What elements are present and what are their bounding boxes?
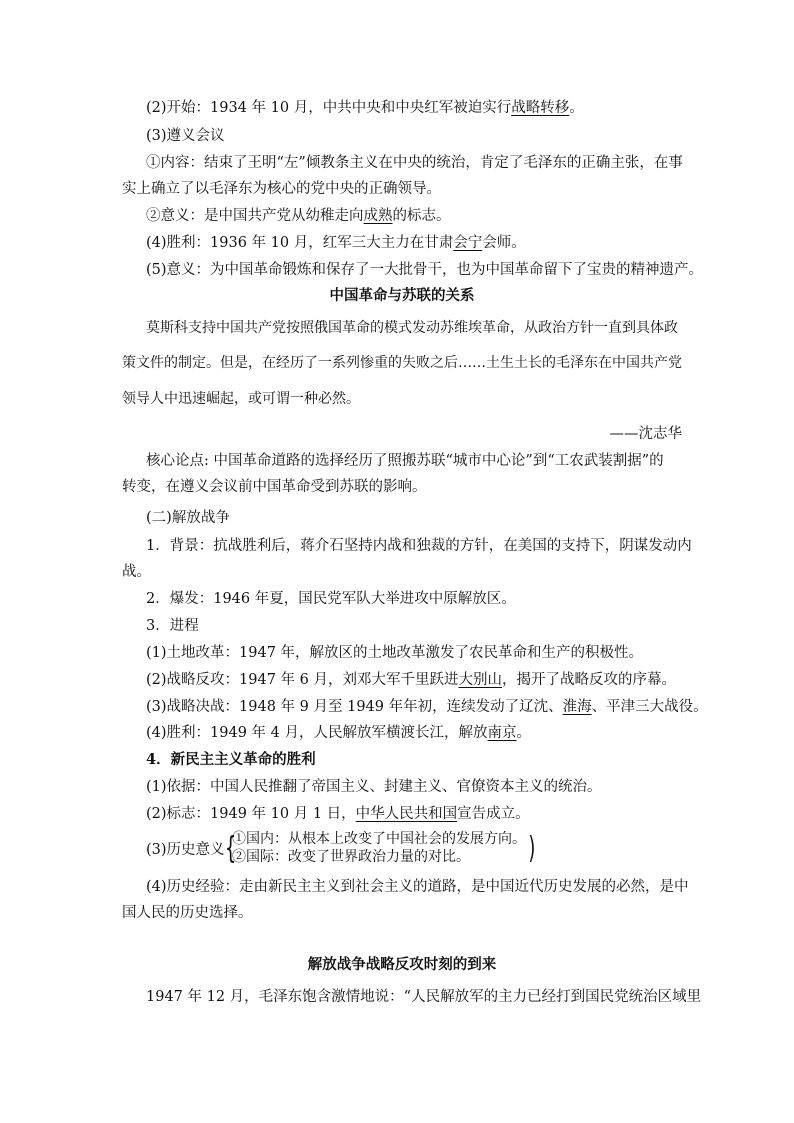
right-paren-icon: ) [528,831,536,866]
zunyi-meaning: ②意义：是中国共产党从幼稚走向成熟的标志。 [146,208,451,224]
land-reform-line: (1)土地改革：1947 年，解放区的土地改革激发了农民革命和生产的积极性。 [146,645,644,661]
quote-author: ——沈志华 [609,426,682,442]
quote-line-3: 领导人中迅速崛起，或可谓一种必然。 [122,391,360,407]
box-title-counteroffensive: 解放战争战略反攻时刻的到来 [307,956,497,973]
experience-line-2: 国人民的历史选择。 [122,905,253,921]
key-term: 淮海 [562,699,592,715]
zunyi-title: (3)遵义会议 [146,128,225,144]
key-term: 南京 [487,725,517,741]
key-term: 成熟 [363,208,393,224]
experience-line-1: (4)历史经验：走由新民主主义到社会主义的道路，是中国近代历史发展的必然，是中 [146,879,689,895]
zunyi-content-line-1: ①内容：结束了王明“左”倾教条主义在中央的统治，肯定了毛泽东的正确主张，在事 [146,155,683,171]
key-term: 会宁 [453,235,483,251]
outbreak-line: 2．爆发：1946 年夏，国民党军队大举进攻中原解放区。 [146,591,516,607]
start-line: (2)开始：1934 年 10 月，中共中央和中央红军被迫实行战略转移。 [146,100,584,116]
counteroffensive-line: (2)战略反攻：1947 年 6 月，刘邓大军千里跃进大别山，揭开了战略反攻的序幕。 [146,672,676,688]
victory-line: (4)胜利：1936 年 10 月，红军三大主力在甘肃会宁会师。 [146,235,526,251]
mao-quote-line: 1947 年 12 月，毛泽东饱含激情地说：“人民解放军的主力已经打到国民党统治区域里 [146,989,702,1005]
key-term: 战略转移 [511,100,570,116]
liberation-war-title: (二)解放战争 [146,510,230,526]
box-title-relations: 中国革命与苏联的关系 [329,287,475,304]
left-brace-icon: { [224,831,237,866]
background-line-2: 战。 [122,564,151,580]
key-term: 中华人民共和国 [355,806,458,822]
quote-line-2: 策文件的制定。但是，在经历了一系列惨重的失败之后……土生土长的毛泽东在中国共产党 [122,355,682,371]
historical-significance-group [146,829,566,869]
sign-line: (2)标志：1949 年 10 月 1 日，中华人民共和国宣告成立。 [146,806,530,822]
background-line-1: 1．背景：抗战胜利后，蒋介石坚持内战和独裁的方针，在美国的支持下，阴谋发动内 [146,538,692,554]
domestic-significance: ①国内：从根本上改变了中国社会的发展方向。 [232,831,526,847]
significance-line: (5)意义：为中国革命锻炼和保存了一大批骨干，也为中国革命留下了宝贵的精神遗产。 [146,262,704,278]
war-victory-line: (4)胜利：1949 年 4 月，人民解放军横渡长江，解放南京。 [146,725,531,741]
core-point-line-2: 转变，在遵义会议前中国革命受到苏联的影响。 [122,479,427,495]
international-significance: ②国际：改变了世界政治力量的对比。 [232,849,470,865]
basis-line: (1)依据：中国人民推翻了帝国主义、封建主义、官僚资本主义的统治。 [146,779,602,795]
historical-significance-label: (3)历史意义 [146,842,225,858]
zunyi-content-line-2: 实上确立了以毛泽东为核心的党中央的正确领导。 [122,181,441,197]
decisive-battle-line: (3)战略决战：1948 年 9 月至 1949 年年初，连续发动了辽沈、淮海、平津三大战役。 [146,699,708,715]
process-title: 3．进程 [146,618,199,634]
new-democracy-title: 4．新民主主义革命的胜利 [146,751,316,768]
core-point-line-1: 核心论点: 中国革命道路的选择经历了照搬苏联“城市中心论”到“工农武装割据”的 [146,453,664,469]
quote-line-1: 莫斯科支持中国共产党按照俄国革命的模式发动苏维埃革命，从政治方针一直到具体政 [146,320,678,336]
key-term: 大别山 [458,672,502,688]
